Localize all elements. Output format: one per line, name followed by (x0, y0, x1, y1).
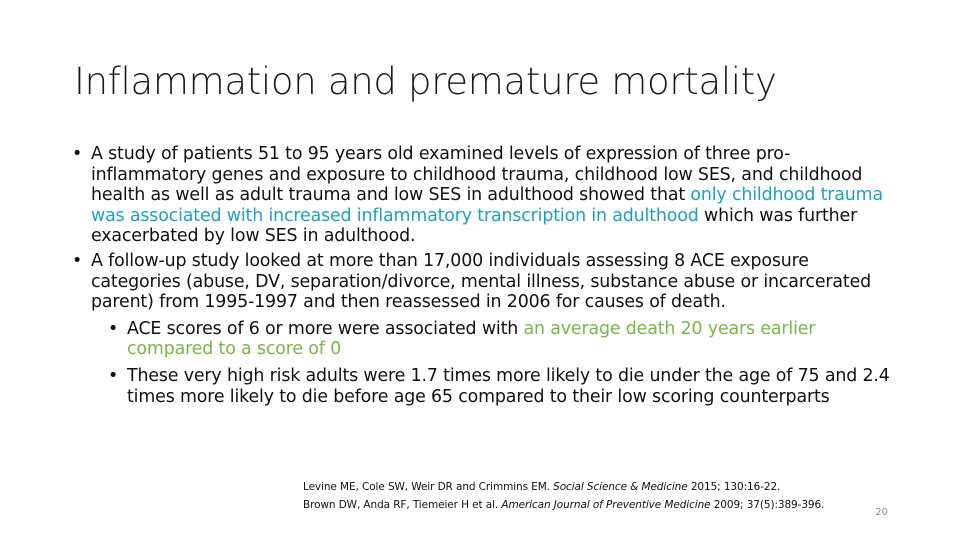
bullet-highlight: only childhood trauma was associated with increased inflammatory transcription in adulthood (91, 185, 883, 226)
reference-authors: Brown DW, Anda RF, Tiemeier H et al. (303, 499, 502, 511)
bullet-dot: • (72, 144, 83, 164)
bullet-text: A follow-up study looked at more than 17,000 individuals assessing 8 ACE exposure categories (abuse, DV, separation/divorce, mental illness, substance abuse or incarcerated parent) from 1995-1997 and then reassessed in 2006 for causes of death. (91, 250, 872, 313)
reference-details: 2015; 130:16-22. (687, 481, 781, 493)
bullet-text-after: which was further exacerbated by low SES in adulthood. (91, 205, 858, 247)
slide-title: Inflammation and premature mortality (74, 60, 777, 103)
reference-journal: American Journal of Preventive Medicine (501, 499, 711, 511)
sub-bullet-highlight: an average death 20 years earlier compared to a score of 0 (127, 318, 816, 360)
reference-journal: Social Science & Medicine (553, 481, 688, 493)
reference-item (303, 496, 903, 514)
bullet-dot: • (108, 365, 119, 386)
page-number: 20 (875, 507, 888, 518)
reference-item (303, 478, 903, 496)
reference-authors: Levine ME, Cole SW, Weir DR and Crimmins EM. (303, 481, 554, 493)
sub-bullet-text: ACE scores of 6 or more were associated with (127, 318, 524, 339)
bullet-dot: • (108, 318, 119, 339)
reference-details: 2009; 37(5):389-396. (710, 499, 825, 511)
bullet-study-inflammation (72, 144, 892, 247)
sub-bullet-high-risk (72, 366, 892, 407)
bullet-followup-study (72, 251, 892, 313)
bullet-text: A study of patients 51 to 95 years old examined levels of expression of three pro-inflammatory genes and exposure to childhood trauma, childhood low SES, and childhood health as well as adult trauma and low SES in adulthood showed that (91, 144, 863, 206)
sub-bullet-text: These very high risk adults were 1.7 times more likely to die under the age of 75 and 2.4 times more likely to die before age 65 compared to their low scoring counterparts (127, 365, 890, 407)
sub-bullet-ace-scores (72, 319, 892, 360)
references (303, 478, 903, 514)
bullet-dot: • (72, 250, 83, 271)
slide-body (72, 144, 892, 411)
